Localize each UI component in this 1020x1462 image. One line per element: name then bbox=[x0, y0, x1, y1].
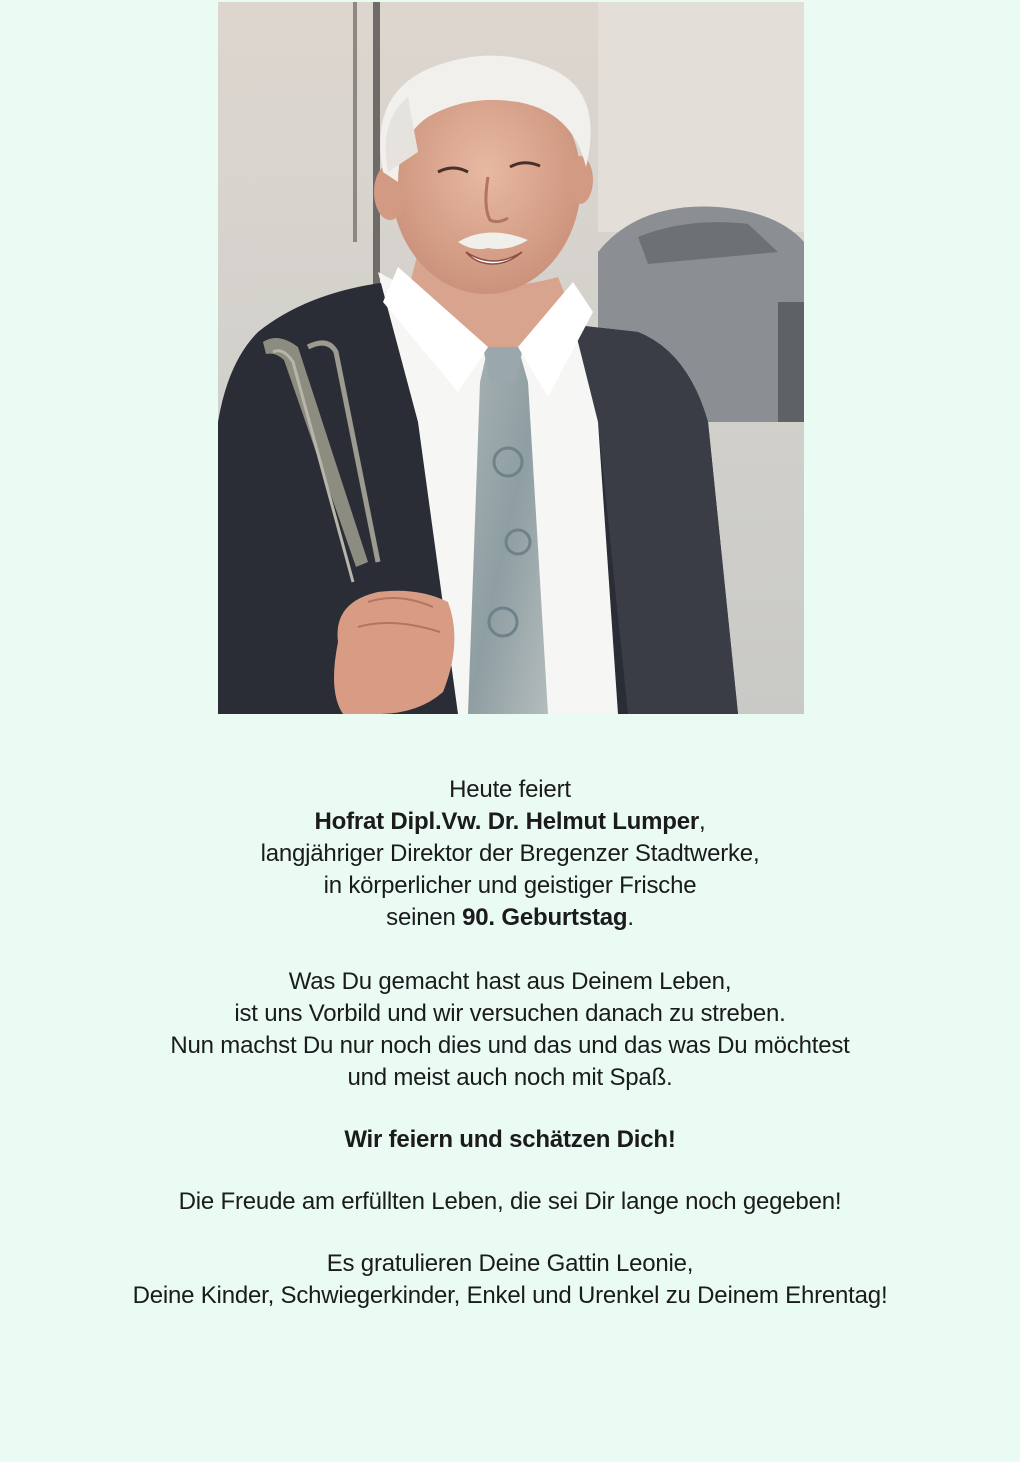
spacer bbox=[0, 1156, 1020, 1186]
celebrate-line: Wir feiern und schätzen Dich! bbox=[344, 1126, 676, 1153]
position-line: langjähriger Direktor der Bregenzer Stadtwerke, bbox=[260, 840, 760, 867]
poem-line: Nun machst Du nur noch dies und das und das was Du möchtest bbox=[170, 1032, 850, 1059]
condition-line: in körperlicher und geistiger Frische bbox=[323, 872, 697, 899]
poem-line: Was Du gemacht hast aus Deinem Leben, bbox=[288, 968, 732, 995]
poem-line: ist uns Vorbild und wir versuchen danach zu streben. bbox=[234, 1000, 786, 1027]
birthday-announcement bbox=[0, 774, 1020, 1312]
spacer bbox=[0, 1094, 1020, 1124]
intro-line: Heute feiert bbox=[449, 776, 571, 803]
spacer bbox=[0, 934, 1020, 966]
birthday-line-suffix: . bbox=[627, 904, 634, 931]
congrats-line: Es gratulieren Deine Gattin Leonie, bbox=[326, 1250, 694, 1277]
birthday-line-prefix: seinen bbox=[386, 904, 463, 931]
honoree-name-suffix: , bbox=[699, 808, 706, 835]
spacer bbox=[0, 1218, 1020, 1248]
birthday-age: 90. Geburtstag bbox=[462, 904, 628, 931]
poem-line: und meist auch noch mit Spaß. bbox=[347, 1064, 673, 1091]
honoree-line bbox=[0, 806, 1020, 838]
wish-line: Die Freude am erfüllten Leben, die sei Dir lange noch gegeben! bbox=[178, 1188, 842, 1215]
congrats-line: Deine Kinder, Schwiegerkinder, Enkel und Urenkel zu Deinem Ehrentag! bbox=[132, 1282, 888, 1309]
honoree-name: Hofrat Dipl.Vw. Dr. Helmut Lumper bbox=[314, 808, 700, 835]
portrait-photo-icon bbox=[218, 2, 804, 714]
portrait-photo bbox=[218, 2, 804, 714]
birthday-line bbox=[0, 902, 1020, 934]
